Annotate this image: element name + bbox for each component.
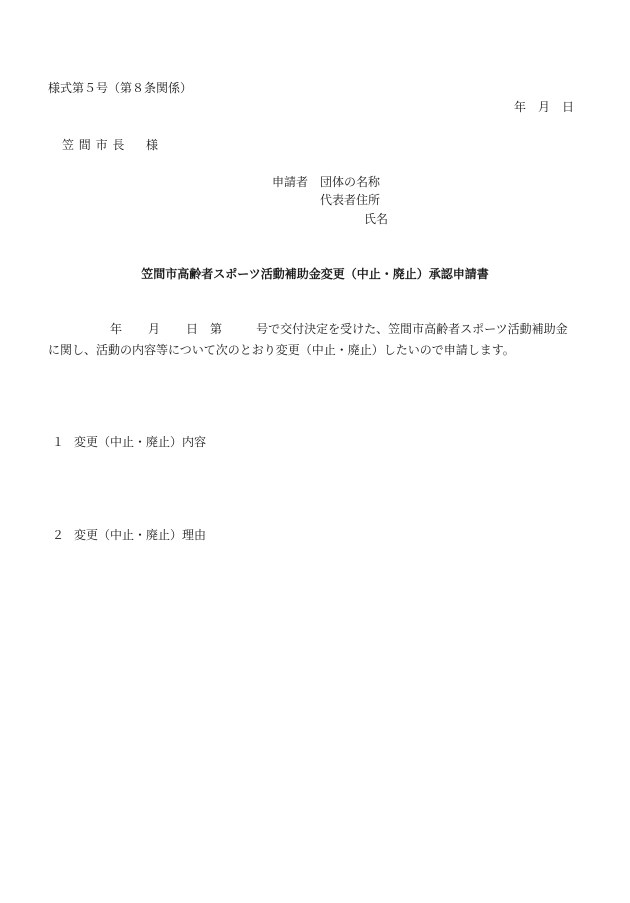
body-line-1 xyxy=(48,323,568,335)
applicant-org-name-label: 団体の名称 xyxy=(320,175,381,189)
body-line1-rest: 号で交付決定を受けた、笠間市高齢者スポーツ活動補助金 xyxy=(256,322,568,336)
document-title: 笠間市高齢者スポーツ活動補助金変更（中止・廃止）承認申請書 xyxy=(141,267,489,281)
section-number: ２ xyxy=(52,528,65,542)
body-line-2: に関し、活動の内容等について次のとおり変更（中止・廃止）したいので申請します。 xyxy=(48,343,515,357)
body-dai: 第 xyxy=(210,322,223,336)
body-year: 年 xyxy=(110,322,123,336)
section-change-reason xyxy=(52,529,206,541)
section-change-content xyxy=(52,436,206,448)
section-label: 変更（中止・廃止）内容 xyxy=(74,435,207,449)
addressee: 笠間市長 様 xyxy=(62,138,163,152)
form-number: 様式第５号（第８条関係） xyxy=(48,81,193,95)
applicant-name-label: 氏名 xyxy=(364,212,389,226)
section-label: 変更（中止・廃止）理由 xyxy=(74,528,207,542)
body-day: 日 xyxy=(186,322,199,336)
date-line: 年 月 日 xyxy=(513,100,574,114)
applicant-label: 申請者 xyxy=(272,175,309,189)
section-number: １ xyxy=(52,435,65,449)
body-month: 月 xyxy=(148,322,161,336)
applicant-address-label: 代表者住所 xyxy=(320,193,381,207)
